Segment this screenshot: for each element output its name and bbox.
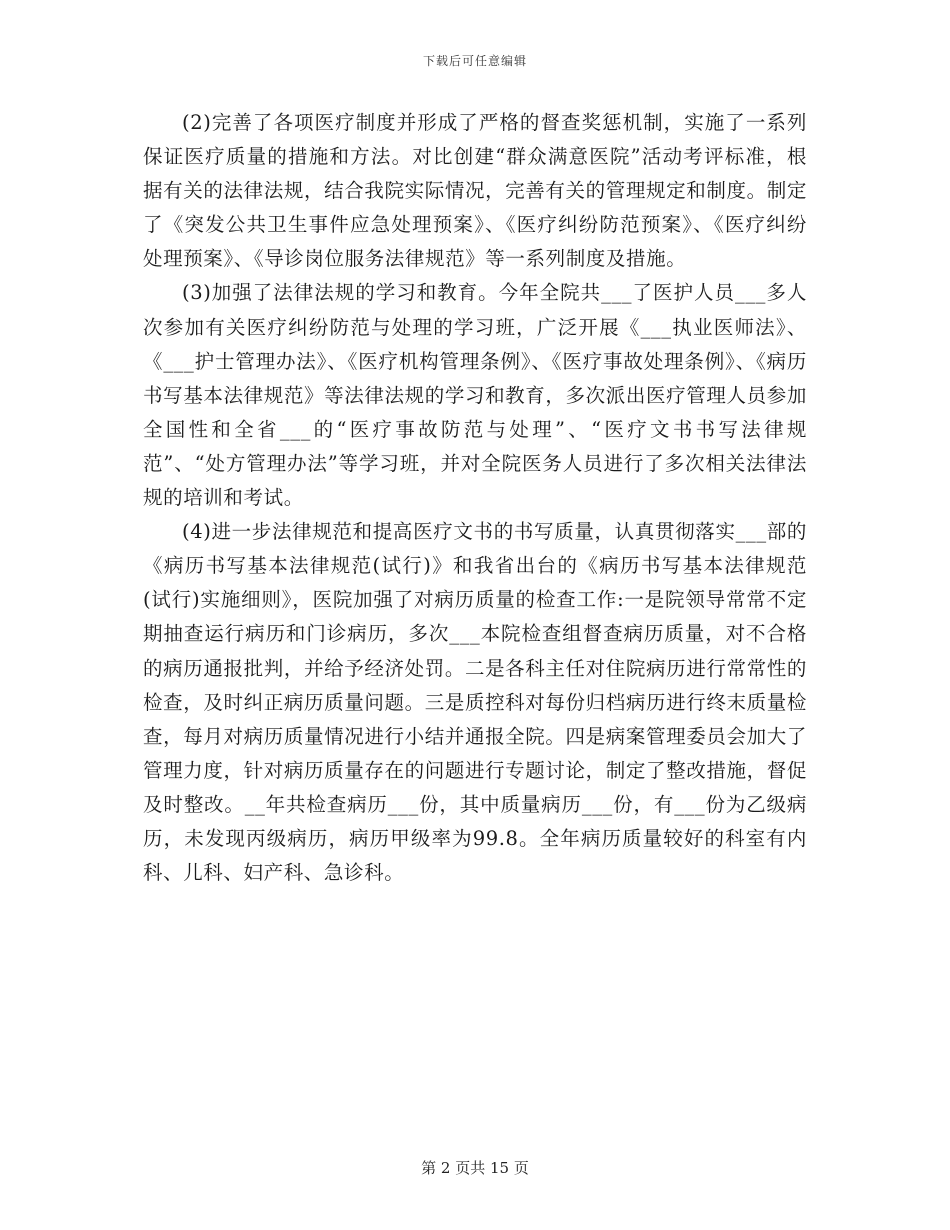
paragraph-4: (4)进一步法律规范和提高医疗文书的书写质量，认真贯彻落实___部的《病历书写基本法律规范(试行)》和我省出台的《病历书写基本法律规范(试行)实施细则》，医院加强了对病历质量的检查工作:一是院领导常常不定期抽查运行病历和门诊病历，多次___本院检查组督查病历质量，对不合格的病历通报批判，并给予经济处罚。二是各科主任对住院病历进行常常性的检查，及时纠正病历质量问题。三是质控科对每份归档病历进行终末质量检查，每月对病历质量情况进行小结并通报全院。四是病案管理委员会加大了管理力度，针对病历质量存在的问题进行专题讨论，制定了整改措施，督促及时整改。__年共检查病历___份，其中质量病历___份，有___份为乙级病历，未发现丙级病历，病历甲级率为99.8。全年病历质量较好的科室有内科、儿科、妇产科、急诊科。 [143,520,807,885]
paragraph-3: (3)加强了法律法规的学习和教育。今年全院共___了医护人员___多人次参加有关医疗纠纷防范与处理的学习班，广泛开展《___执业医师法》、《___护士管理办法》、《医疗机构管理条例》、《医疗事故处理条例》、《病历书写基本法律规范》等法律法规的学习和教育，多次派出医疗管理人员参加全国性和全省___的“医疗事故防范与处理”、“医疗文书书写法律规范”、“处方管理办法”等学习班，并对全院医务人员进行了多次相关法律法规的培训和考试。 [143,281,807,510]
page-footer: 第 2 页共 15 页 [421,1159,529,1177]
document-body [143,106,807,890]
page-header: 下载后可任意编辑 [422,54,527,68]
paragraph-2: (2)完善了各项医疗制度并形成了严格的督查奖惩机制，实施了一系列保证医疗质量的措施和方法。对比创建“群众满意医院”活动考评标准，根据有关的法律法规，结合我院实际情况，完善有关的管理规定和制度。制定了《突发公共卫生事件应急处理预案》、《医疗纠纷防范预案》、《医疗纠纷处理预案》、《导诊岗位服务法律规范》等一系列制度及措施。 [143,111,807,271]
